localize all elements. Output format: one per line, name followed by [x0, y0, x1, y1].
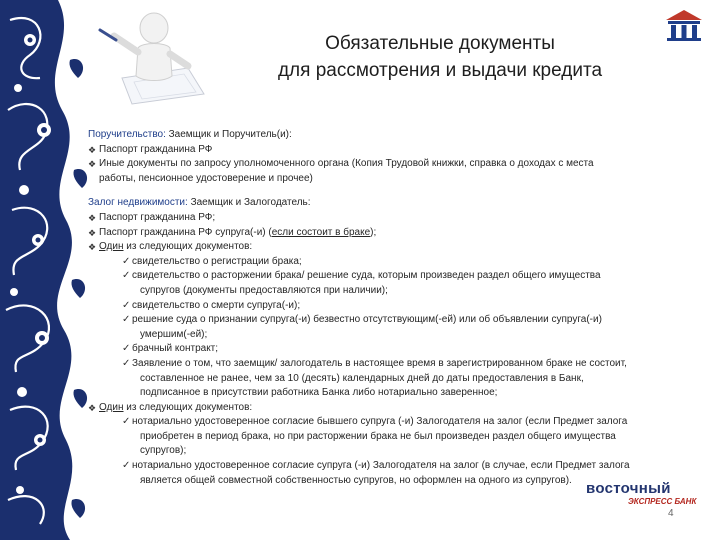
diamond-bullet-icon: ❖	[88, 227, 97, 238]
logo-wordmark: восточный	[586, 480, 671, 497]
sub-list-item-continuation: супругов (документы предоставляются при наличии);	[140, 284, 388, 296]
checkmark-icon: ✓	[122, 357, 131, 369]
sub-list-item-continuation: составленное не ранее, чем за 10 (десять) календарных дней до даты предоставления в Банк,	[140, 372, 584, 384]
sub-list-item-continuation: подписанное в присутствии работника Банка либо нотариально заверенное;	[140, 387, 498, 399]
diamond-bullet-icon: ❖	[88, 159, 97, 170]
diamond-bullet-icon: ❖	[88, 212, 97, 223]
checkmark-icon: ✓	[122, 460, 131, 472]
item-text: решение суда о признании супруга(-и) безвестно отсутствующим(-ей) или об объявлении супруга(-и)	[132, 314, 602, 326]
floral-ornament	[0, 0, 96, 540]
sub-list-item-continuation: является общей совместной собственностью супругов, но оформлен на одного из супругов).	[140, 474, 572, 486]
checkmark-icon: ✓	[122, 343, 131, 355]
title-line-1: Обязательные документы	[325, 33, 555, 54]
item-text: из следующих документов:	[123, 241, 253, 253]
section-surety-heading	[88, 128, 688, 143]
section-text: Заемщик и Залогодатель:	[187, 197, 311, 209]
item-text: );	[370, 226, 377, 238]
section-text: Заемщик и Поручитель(и):	[165, 129, 292, 140]
item-text: Паспорт гражданина РФ;	[99, 211, 216, 223]
item-text: свидетельство о регистрации брака;	[132, 255, 302, 267]
sub-list-item	[88, 357, 688, 372]
item-text: нотариально удостоверенное согласие супруга (-и) Залогодателя на залог (в случае, если Предмет залога	[132, 460, 630, 472]
list-item	[88, 157, 688, 172]
sub-list-item-continuation: приобретен в период брака, но при расторжении брака не был произведен раздел общего имущества	[140, 430, 616, 442]
diamond-bullet-icon: ❖	[88, 402, 97, 413]
item-text: свидетельство о расторжении брака/ решение суда, которым произведен раздел общего имущества	[132, 270, 601, 282]
item-text: брачный контракт;	[132, 343, 219, 355]
section-pledge-heading	[88, 196, 688, 211]
item-text: Иные документы по запросу уполномоченного органа (Копия Трудовой книжки, справка о доходах с места	[99, 158, 594, 170]
sub-list-item	[88, 415, 688, 430]
sub-list-item-continuation: умершим(-ей);	[140, 328, 208, 340]
checkmark-icon: ✓	[122, 299, 131, 311]
list-item	[88, 240, 688, 255]
checkmark-icon: ✓	[122, 270, 131, 282]
item-text-underlined: Один	[99, 401, 124, 413]
item-text: нотариально удостоверенное согласие бывшего супруга (-и) Залогодателя на залог (если Предмет залога	[132, 416, 628, 428]
item-text: Паспорт гражданина РФ супруга(-и) (	[99, 226, 272, 238]
diamond-bullet-icon: ❖	[88, 144, 97, 155]
person-with-document-icon	[92, 6, 212, 106]
sub-list-item	[88, 313, 688, 328]
sub-list-item	[88, 255, 688, 270]
sub-list-item	[88, 299, 688, 314]
item-text: Паспорт гражданина РФ	[99, 143, 213, 155]
title-line-2: для рассмотрения и выдачи кредита	[277, 60, 603, 81]
sub-list-item	[88, 459, 688, 474]
sub-list-item	[88, 342, 688, 357]
checkmark-icon: ✓	[122, 416, 131, 428]
list-item	[88, 211, 688, 226]
list-item-continuation: работы, пенсионное удостоверение и прочее)	[99, 172, 313, 184]
item-text-underlined: Один	[99, 241, 124, 253]
diamond-bullet-icon: ❖	[88, 242, 97, 253]
item-text: из следующих документов:	[123, 401, 253, 413]
item-text: свидетельство о смерти супруга(-и);	[132, 299, 301, 311]
brand-logo	[586, 480, 696, 506]
list-item	[88, 143, 688, 158]
page-number: 4	[668, 508, 674, 519]
sub-list-item-continuation: супругов);	[140, 445, 187, 457]
section-label: Поручительство:	[88, 129, 166, 140]
list-item	[88, 401, 688, 416]
checkmark-icon: ✓	[122, 314, 131, 326]
document-list	[88, 128, 688, 488]
sub-list-item	[88, 269, 688, 284]
logo-tagline: ЭКСПРЕСС БАНК	[628, 497, 697, 506]
list-item	[88, 226, 688, 241]
bank-logo-icon	[664, 8, 704, 42]
section-label: Залог недвижимости:	[88, 197, 188, 209]
checkmark-icon: ✓	[122, 255, 131, 267]
item-text-underlined: если состоит в браке	[271, 226, 371, 238]
slide-title	[230, 30, 650, 84]
item-text: Заявление о том, что заемщик/ залогодатель в настоящее время в зарегистрированном браке не состоит,	[132, 357, 627, 369]
